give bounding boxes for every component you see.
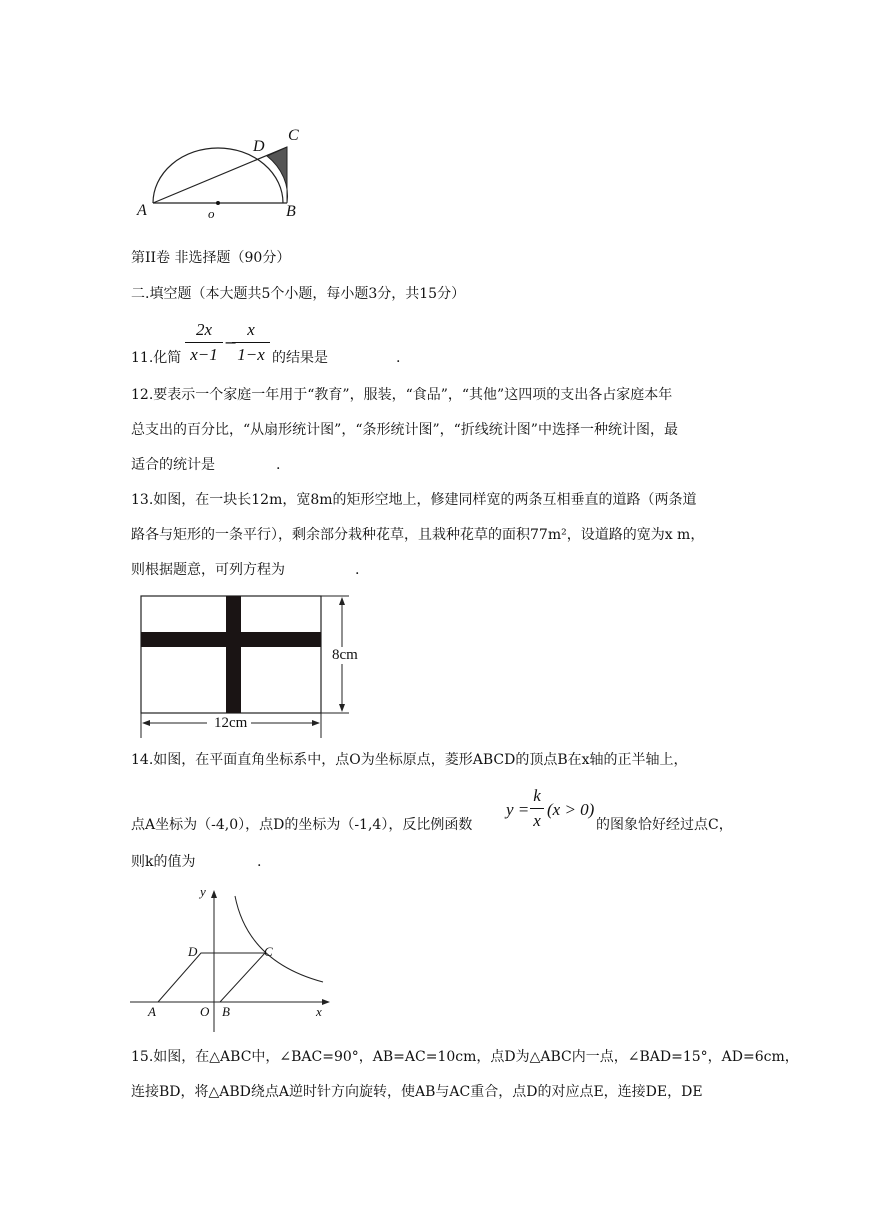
axis-y-label: y: [200, 884, 206, 899]
q14-func-y: y =: [506, 800, 530, 819]
rectangle-road-figure: [135, 590, 365, 740]
q11-fraction-2: [232, 320, 270, 365]
point-A-label: A: [148, 1004, 156, 1019]
q11-suffix: 的结果是: [272, 350, 328, 366]
q14-func-num: k: [533, 786, 541, 805]
q14-line3: 则k的值为: [131, 854, 196, 870]
point-C-label: C: [264, 944, 273, 959]
q14-func-cond: (x > 0): [547, 800, 595, 819]
label-O: o: [208, 206, 215, 221]
label-B: B: [286, 203, 296, 220]
label-A: A: [137, 202, 147, 219]
q14-line2-end: 的图象恰好经过点C，: [596, 817, 733, 833]
coordinate-svg: [128, 882, 338, 1034]
fraction-bar: [530, 808, 544, 809]
semicircle-figure: [135, 125, 315, 225]
label-D: D: [253, 138, 265, 155]
q11-frac2-num: x: [247, 320, 255, 339]
section-title: 第II卷 非选择题（90分）: [131, 250, 291, 266]
coordinate-figure: [128, 882, 338, 1034]
part2-title: 二.填空题（本大题共5个小题，每小题3分，共15分）: [131, 286, 466, 302]
point-O-label: O: [200, 1004, 210, 1019]
q11-frac1-den: x−1: [190, 345, 218, 364]
q11-frac1-num: 2x: [195, 320, 213, 339]
q11-minus: −: [224, 333, 238, 352]
width-label: 12cm: [214, 715, 248, 731]
q11-prefix: 11.化简: [131, 350, 182, 366]
q14-func-den: x: [533, 811, 541, 830]
point-D-label: D: [188, 944, 198, 959]
q11-frac2-den: 1−x: [237, 345, 265, 364]
q12-line1: 12.要表示一个家庭一年用于“教育”，服装，“食品”，“其他”这四项的支出各占家庭本年: [131, 387, 673, 403]
axis-x-label: x: [316, 1004, 322, 1019]
q13-line3: 则根据题意，可列方程为: [131, 562, 285, 578]
fraction-bar: [232, 342, 270, 343]
q13-line3-end: .: [355, 562, 360, 578]
q12-line3: 适合的统计是: [131, 457, 215, 473]
label-C: C: [288, 127, 299, 144]
center-point: [216, 201, 220, 205]
q13-line1: 13.如图，在一块长12m，宽8m的矩形空地上，修建同样宽的两条互相垂直的道路（两条道: [131, 492, 697, 508]
fraction-bar: [185, 342, 223, 343]
q11-end: .: [396, 350, 401, 366]
q13-line2: 路各与矩形的一条平行），剩余部分栽种花草，且栽种花草的面积77m²，设道路的宽为x m，: [131, 527, 705, 543]
point-B-label: B: [222, 1004, 230, 1019]
q15-line1: 15.如图，在△ABC中，∠BAC=90°，AB=AC=10cm，点D为△ABC内一点，∠BAD=15°，AD=6cm，: [131, 1049, 799, 1065]
q14-line2: 点A坐标为（-4,0），点D的坐标为（-1,4），反比例函数: [131, 817, 473, 833]
q14-func-fraction: [530, 786, 544, 831]
q14-line1: 14.如图，在平面直角坐标系中，点O为坐标原点，菱形ABCD的顶点B在x轴的正半轴上，: [131, 752, 688, 768]
q11-fraction-1: [185, 320, 223, 365]
q14-line3-end: .: [257, 854, 262, 870]
q15-line2: 连接BD，将△ABD绕点A逆时针方向旋转，使AB与AC重合，点D的对应点E，连接DE，DE: [131, 1084, 703, 1100]
q12-line2: 总支出的百分比，“从扇形统计图”，“条形统计图”，“折线统计图”中选择一种统计图，最: [131, 422, 678, 438]
height-label: 8cm: [332, 647, 358, 663]
rectangle-road-svg: [135, 590, 365, 740]
q12-line3-end: .: [276, 457, 281, 473]
